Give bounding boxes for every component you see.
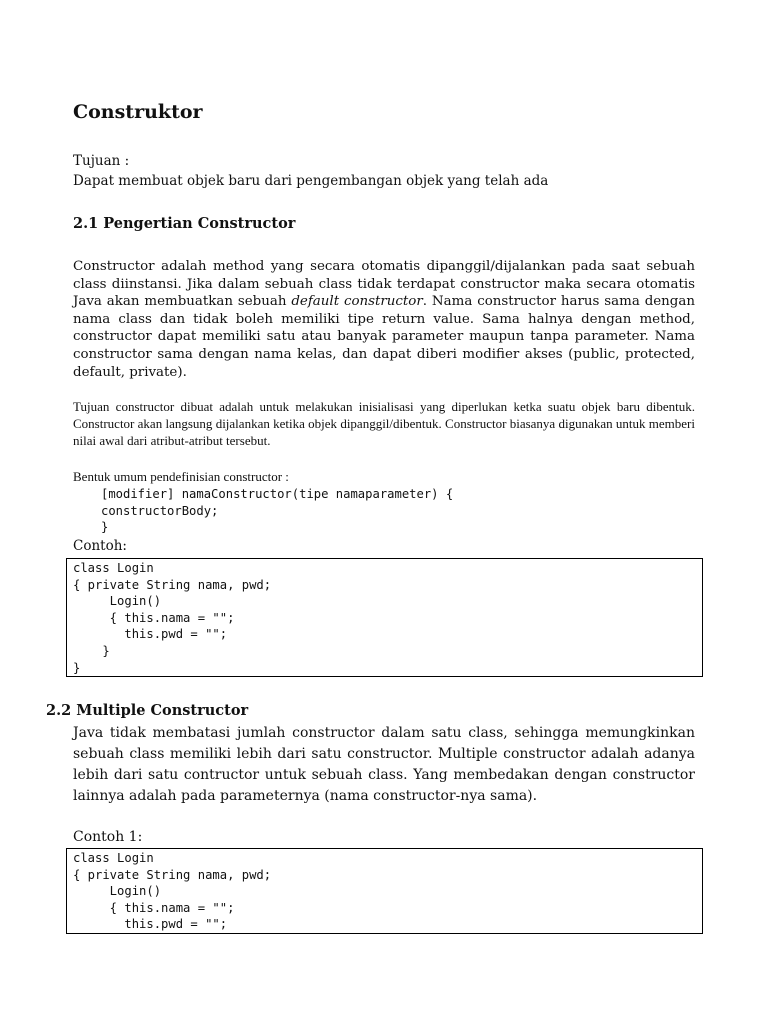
section-2-1-paragraph-1 — [73, 258, 695, 381]
tujuan-text: Dapat membuat objek baru dari pengembangan objek yang telah ada — [73, 173, 549, 189]
section-heading-2-1: 2.1 Pengertian Constructor — [73, 215, 296, 232]
page-title: Construktor — [73, 101, 203, 123]
section-heading-2-2: 2.2 Multiple Constructor — [46, 702, 249, 719]
contoh-1-code-box — [66, 848, 703, 934]
contoh-1-code: class Login { private String nama, pwd; Login() { this.nama = ""; this.pwd = ""; — [73, 851, 272, 932]
tujuan-label: Tujuan : — [73, 153, 130, 169]
para1-emphasis: default constructor — [291, 294, 423, 310]
contoh-code-box — [66, 558, 703, 677]
section-2-1-paragraph-2: Tujuan constructor dibuat adalah untuk melakukan inisialisasi yang diperlukan ketka suatu objek baru dibentuk. Constructor akan langsung dijalankan ketika objek dipanggil/dibentuk. Constructor biasanya digunakan untuk memberi nilai awal dari atribut-atribut tersebut. — [73, 399, 695, 448]
contoh-label: Contoh: — [73, 538, 127, 554]
para1-part-b: . Nama constructor harus sama dengan nama class dan tidak boleh memiliki tipe return value. Sama halnya dengan method, constructor dapat memiliki satu atau banyak parameter maupun tanpa parameter. Nama constructor sama dengan nama kelas, dan dapat diberi modifier akses (public, protected, default, private). — [73, 294, 695, 380]
para1-part-a: Constructor adalah method yang secara otomatis dipanggil/dijalankan pada saat sebuah class diinstansi. Jika dalam sebuah class tidak terdapat constructor maka secara otomatis Java akan membuatkan sebuah — [73, 259, 695, 310]
contoh-code: class Login { private String nama, pwd; Login() { this.nama = ""; this.pwd = ""; } } — [73, 561, 272, 675]
contoh-1-label: Contoh 1: — [73, 829, 143, 845]
section-2-2-paragraph: Java tidak membatasi jumlah constructor dalam satu class, sehingga memungkinkan sebuah class memiliki lebih dari satu constructor. Multiple constructor adalah adanya lebih dari satu contructor untuk sebuah class. Yang membedakan dengan constructor lainnya adalah pada parameternya (nama constructor-nya sama). — [73, 725, 695, 804]
bentuk-umum-code: [modifier] namaConstructor(tipe namaparameter) { constructorBody; } — [101, 487, 454, 535]
bentuk-umum-label: Bentuk umum pendefinisian constructor : — [73, 469, 289, 484]
